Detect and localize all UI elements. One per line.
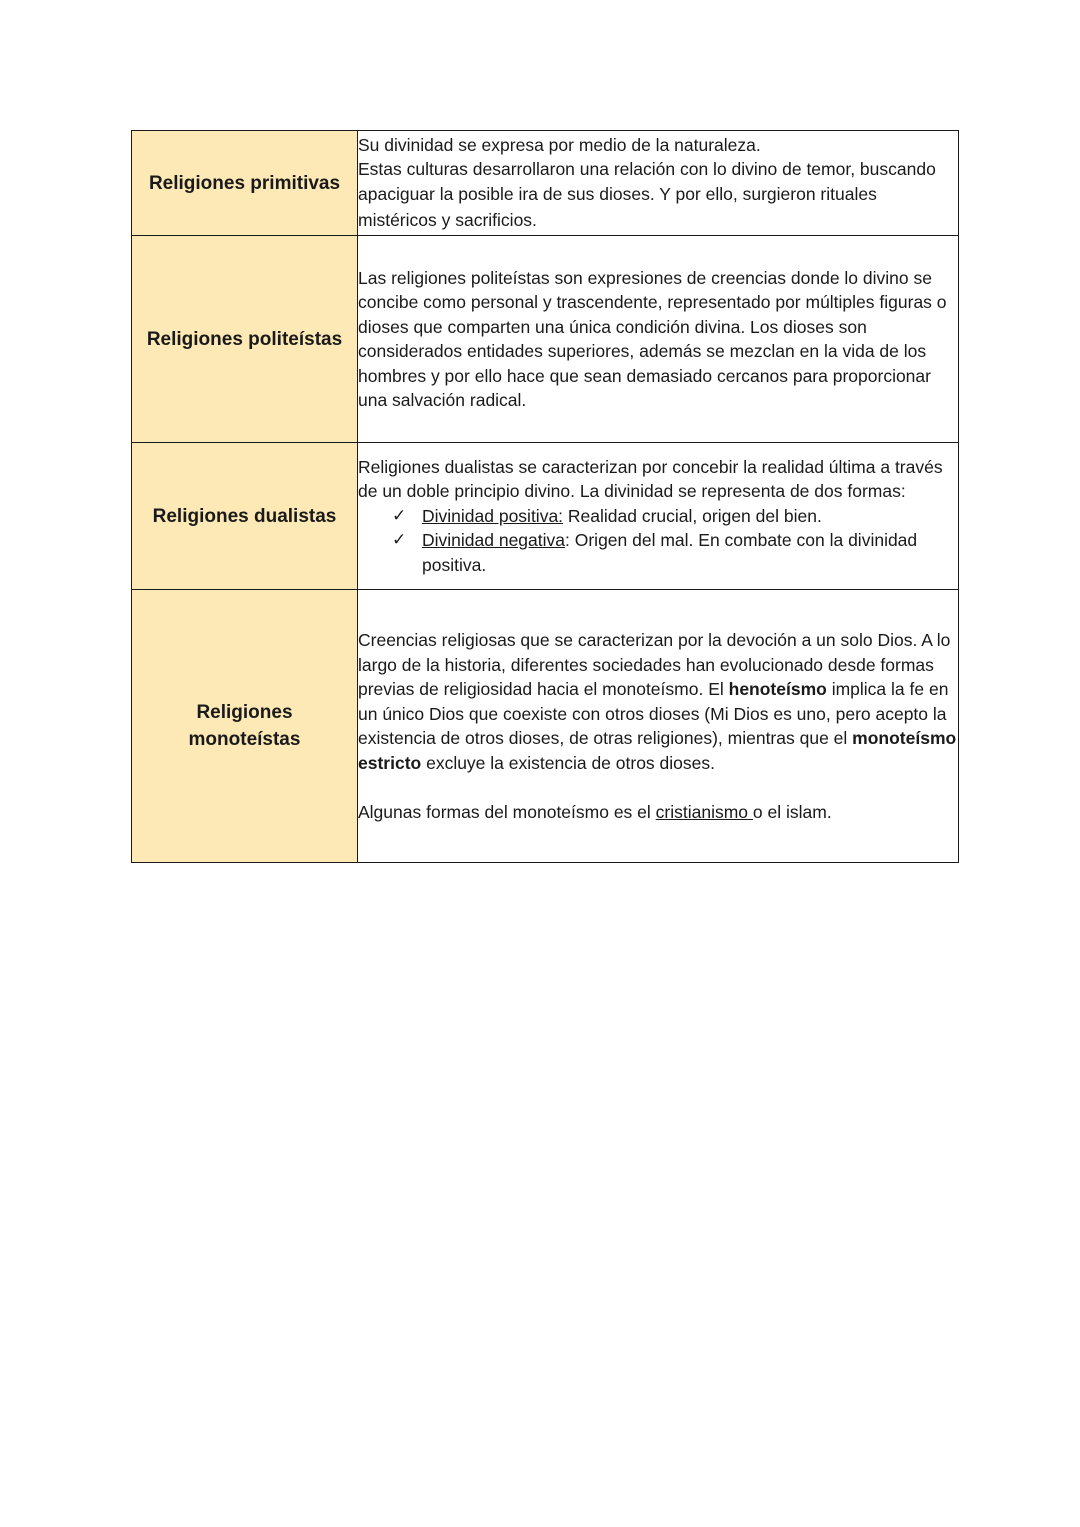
row-description-dualistas bbox=[358, 443, 959, 590]
item-term: Divinidad negativa bbox=[422, 530, 566, 551]
description-intro: Religiones dualistas se caracterizan por concebir la realidad última a través de un doble principio divino. La divinidad se representa de dos formas: bbox=[358, 456, 943, 502]
row-description-primitivas bbox=[358, 131, 959, 236]
description-paragraph bbox=[358, 628, 958, 775]
check-list bbox=[358, 504, 958, 578]
text-run: implica la fe en un único Dios que coexiste con otros dioses (Mi Dios es uno, pero acepto la existencia de otros dioses, de otras religiones), mientras que el bbox=[358, 679, 949, 748]
item-text: : Origen del mal. En combate con la divinidad positiva. bbox=[422, 530, 918, 575]
religions-table bbox=[131, 130, 959, 863]
row-label-primitivas: Religiones primitivas bbox=[132, 131, 358, 236]
paragraph-spacer bbox=[358, 775, 958, 800]
row-label-dualistas: Religiones dualistas bbox=[132, 443, 358, 590]
text-run: Creencias religiosas que se caracterizan por la devoción a un solo Dios. A lo largo de la historia, diferentes sociedades han evolucionado desde formas previas de religiosidad hacia el monoteísmo. El bbox=[358, 630, 951, 699]
description-paragraph: Las religiones politeístas son expresiones de creencias donde lo divino se concibe como personal y trascendente, representado por múltiples figuras o dioses que comparten una única condición divina. Los dioses son considerados entidades superiores, además se mezclan en la vida de los hombres y por ello hace que sean demasiado cercanos para proporcionar una salvación radical. bbox=[358, 267, 947, 410]
table-row bbox=[132, 131, 959, 236]
table-row bbox=[132, 443, 959, 590]
description-paragraph bbox=[358, 800, 958, 825]
text-run: excluye la existencia de otros dioses. bbox=[421, 752, 715, 773]
table-row bbox=[132, 236, 959, 443]
table-row bbox=[132, 590, 959, 863]
description-line: Estas culturas desarrollaron una relación con lo divino de temor, buscando apaciguar la posible ira de sus dioses. Y por ello, surgieron rituales mistéricos y sacrificios. bbox=[358, 158, 936, 230]
row-label-politeistas: Religiones politeístas bbox=[132, 236, 358, 443]
item-term: Divinidad positiva: bbox=[422, 505, 564, 526]
bold-term: monoteísmo estricto bbox=[358, 728, 957, 773]
text-run: o el islam. bbox=[752, 801, 832, 822]
checkmark-icon: ✓ bbox=[392, 530, 407, 550]
row-description-monoteistas bbox=[358, 590, 959, 863]
underlined-term: cristianismo bbox=[655, 801, 753, 822]
text-run: Algunas formas del monoteísmo es el bbox=[358, 801, 656, 822]
item-text: Realidad crucial, origen del bien. bbox=[563, 505, 822, 526]
list-item bbox=[392, 528, 958, 577]
row-label-monoteistas bbox=[132, 590, 358, 863]
label-line: monoteístas bbox=[188, 729, 301, 750]
list-item bbox=[392, 504, 958, 529]
bold-term: henoteísmo bbox=[728, 679, 827, 699]
checkmark-icon: ✓ bbox=[392, 505, 407, 525]
description-line: Su divinidad se expresa por medio de la naturaleza. bbox=[358, 134, 761, 155]
row-description-politeistas bbox=[358, 236, 959, 443]
label-line: Religiones bbox=[196, 702, 293, 723]
